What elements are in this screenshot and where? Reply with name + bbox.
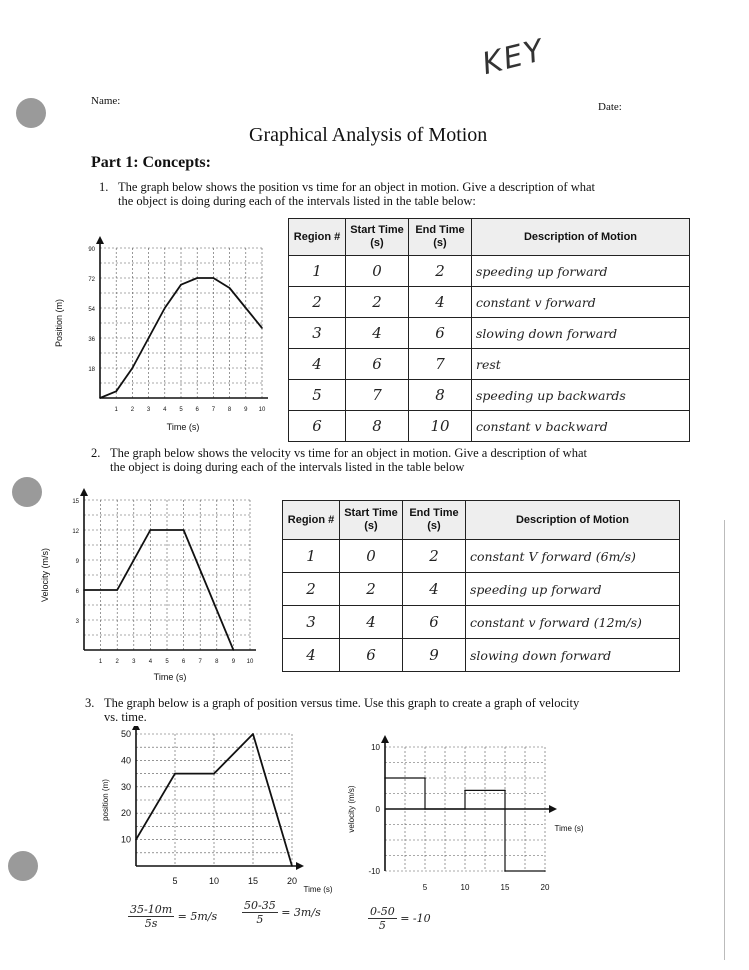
data-point: [233, 649, 235, 651]
data-point: [99, 397, 101, 399]
col-header-end: End Time (s): [409, 219, 472, 256]
series-line: [84, 530, 233, 650]
x-tick-label: 3: [146, 407, 151, 413]
y-axis-label: velocity (m/s): [347, 785, 356, 833]
y-axis-label: position (m): [101, 779, 110, 821]
x-axis-label: Time (s): [554, 824, 584, 833]
x-tick-label: 2: [130, 407, 135, 413]
data-point: [183, 529, 185, 531]
y-tick-label: -10: [368, 867, 380, 876]
x-tick-label: 6: [181, 659, 186, 665]
data-point: [150, 529, 152, 531]
x-tick-label: 9: [244, 407, 248, 413]
data-point: [261, 327, 263, 329]
x-axis-arrow: [296, 862, 304, 870]
table-row: 3 4 6 slowing down forward: [289, 318, 690, 349]
x-tick-label: 15: [247, 876, 259, 886]
q1-text-line1: The graph below shows the position vs time for an object in motion. Give a description of what: [118, 180, 595, 194]
calc-2-result: = 3m/s: [281, 906, 321, 919]
table-row: 2 2 4 constant v forward: [289, 287, 690, 318]
y-tick-label: 10: [371, 743, 380, 752]
x-axis-arrow: [549, 805, 557, 813]
y-tick-label: 50: [120, 729, 131, 739]
col-header-start: Start Time (s): [346, 219, 409, 256]
scan-edge-line: [724, 520, 725, 960]
table-row: 6 8 10 constant v backward: [289, 411, 690, 442]
x-axis-label: Time (s): [153, 672, 187, 682]
x-tick-label: 1: [114, 407, 118, 413]
x-tick-label: 1: [98, 659, 103, 665]
y-axis-arrow: [96, 236, 104, 244]
data-point: [164, 307, 166, 309]
y-tick-label: 36: [88, 337, 95, 343]
name-label: Name:: [91, 95, 121, 107]
data-point: [196, 277, 198, 279]
data-point: [116, 589, 118, 591]
col-header-region: Region #: [289, 219, 346, 256]
calc-1-denominator: 5s: [144, 917, 158, 930]
velocity-time-chart-answer: [340, 726, 600, 896]
calc-1-numerator: 35-10m: [130, 903, 173, 916]
y-axis-arrow: [132, 726, 140, 730]
x-axis-label: Time (s): [166, 422, 200, 432]
data-point: [424, 808, 426, 810]
data-point: [245, 307, 247, 309]
punch-hole-bottom: [8, 851, 38, 881]
calc-3-denominator: 5: [378, 919, 386, 932]
x-tick-label: 2: [115, 659, 119, 665]
x-tick-label: 10: [246, 659, 254, 665]
calc-3-numerator: 0-50: [370, 905, 395, 918]
q1-number: 1.: [99, 180, 109, 194]
calc-2-numerator: 50-35: [244, 899, 276, 912]
table-row: 1 0 2 constant V forward (6m/s): [283, 540, 680, 573]
y-axis-label: Position (m): [54, 298, 64, 348]
x-tick-label: 8: [215, 659, 219, 665]
x-tick-label: 5: [172, 876, 178, 886]
q2-text-line1: The graph below shows the velocity vs time for an object in motion. Give a description of what: [110, 446, 587, 460]
data-point: [504, 870, 506, 872]
data-point: [115, 391, 117, 393]
y-tick-label: 10: [120, 834, 131, 845]
x-tick-label: 5: [422, 883, 428, 892]
y-tick-label: 20: [120, 808, 131, 819]
q2-text-line2: the object is doing during each of the intervals listed in the table below: [110, 460, 465, 474]
col-header-description: Description of Motion: [466, 501, 680, 540]
velocity-time-chart: [38, 484, 268, 684]
y-axis-arrow: [80, 488, 88, 496]
data-point: [229, 287, 231, 289]
y-tick-label: 15: [72, 499, 79, 505]
x-tick-label: 8: [227, 407, 232, 413]
page-title: Graphical Analysis of Motion: [249, 124, 488, 146]
x-tick-label: 5: [165, 659, 169, 665]
table-row: 4 6 9 slowing down forward: [283, 639, 680, 672]
y-tick-label: 0: [375, 805, 380, 814]
punch-hole-top: [16, 98, 46, 128]
data-point: [213, 277, 215, 279]
date-label: Date:: [598, 101, 622, 113]
data-point: [504, 790, 506, 792]
data-point: [291, 865, 293, 867]
y-tick-label: 9: [75, 559, 79, 565]
x-tick-label: 7: [198, 659, 202, 665]
q3-number: 3.: [85, 696, 95, 710]
col-header-region: Region #: [283, 501, 340, 540]
data-point: [132, 367, 134, 369]
data-point: [464, 808, 466, 810]
table-header-row: [289, 219, 690, 256]
y-tick-label: 54: [88, 307, 95, 313]
data-point: [135, 839, 137, 841]
q1-region-table: [288, 218, 690, 442]
x-tick-label: 4: [148, 659, 153, 665]
data-point: [213, 773, 215, 775]
data-point: [180, 284, 182, 286]
q2-number: 2.: [91, 446, 101, 460]
data-point: [464, 790, 466, 792]
data-point: [424, 777, 426, 779]
y-tick-label: 3: [75, 619, 79, 625]
y-tick-label: 30: [120, 781, 131, 792]
table-row: 1 0 2 speeding up forward: [289, 256, 690, 287]
y-tick-label: 6: [75, 589, 79, 595]
q3-text-line2: vs. time.: [104, 710, 147, 724]
x-tick-label: 7: [211, 407, 216, 413]
data-point: [83, 589, 85, 591]
y-tick-label: 90: [88, 247, 95, 253]
x-tick-label: 9: [231, 659, 236, 665]
col-header-start: Start Time (s): [340, 501, 403, 540]
col-header-end: End Time (s): [403, 501, 466, 540]
y-tick-label: 40: [120, 755, 131, 766]
calc-3: [368, 905, 431, 932]
position-time-chart: [48, 236, 270, 436]
x-tick-label: 15: [500, 883, 510, 892]
data-point: [174, 773, 176, 775]
x-tick-label: 10: [258, 407, 266, 413]
key-mark: KEY: [478, 32, 549, 83]
x-axis-label: Time (s): [303, 885, 333, 894]
data-point: [148, 337, 150, 339]
q2-region-table: [282, 500, 680, 672]
x-tick-label: 4: [163, 407, 167, 413]
data-point: [252, 733, 254, 735]
calc-3-result: = -10: [400, 912, 431, 925]
x-tick-label: 5: [179, 407, 183, 413]
y-tick-label: 12: [72, 529, 79, 535]
x-tick-label: 3: [132, 659, 136, 665]
y-axis-label: Velocity (m/s): [40, 547, 50, 603]
calc-1: [128, 903, 217, 930]
data-point: [544, 870, 546, 872]
x-tick-label: 20: [540, 883, 550, 892]
calc-1-result: = 5m/s: [177, 910, 218, 923]
q3-text-line1: The graph below is a graph of position versus time. Use this graph to create a graph of velocity: [104, 696, 580, 710]
calc-3-fraction: [368, 905, 397, 932]
x-tick-label: 10: [208, 876, 220, 886]
col-header-description: Description of Motion: [472, 219, 690, 256]
x-tick-label: 6: [195, 407, 199, 413]
table-row: 5 7 8 speeding up backwards: [289, 380, 690, 411]
calc-2: [242, 899, 321, 926]
table-header-row: [283, 501, 680, 540]
x-tick-label: 20: [286, 876, 298, 886]
q1-text-line2: the object is doing during each of the intervals listed in the table below:: [118, 194, 476, 208]
calc-2-fraction: [242, 899, 278, 926]
calc-2-denominator: 5: [256, 913, 264, 926]
table-row: 3 4 6 constant v forward (12m/s): [283, 606, 680, 639]
y-axis-arrow: [381, 735, 389, 743]
y-tick-label: 72: [88, 277, 95, 283]
position-time-chart-q3: [98, 726, 348, 900]
data-point: [384, 777, 386, 779]
part-heading: Part 1: Concepts:: [91, 154, 211, 171]
y-tick-label: 18: [88, 367, 95, 373]
calc-1-fraction: [128, 903, 174, 930]
table-row: 2 2 4 speeding up forward: [283, 573, 680, 606]
table-row: 4 6 7 rest: [289, 349, 690, 380]
x-tick-label: 10: [460, 883, 470, 892]
